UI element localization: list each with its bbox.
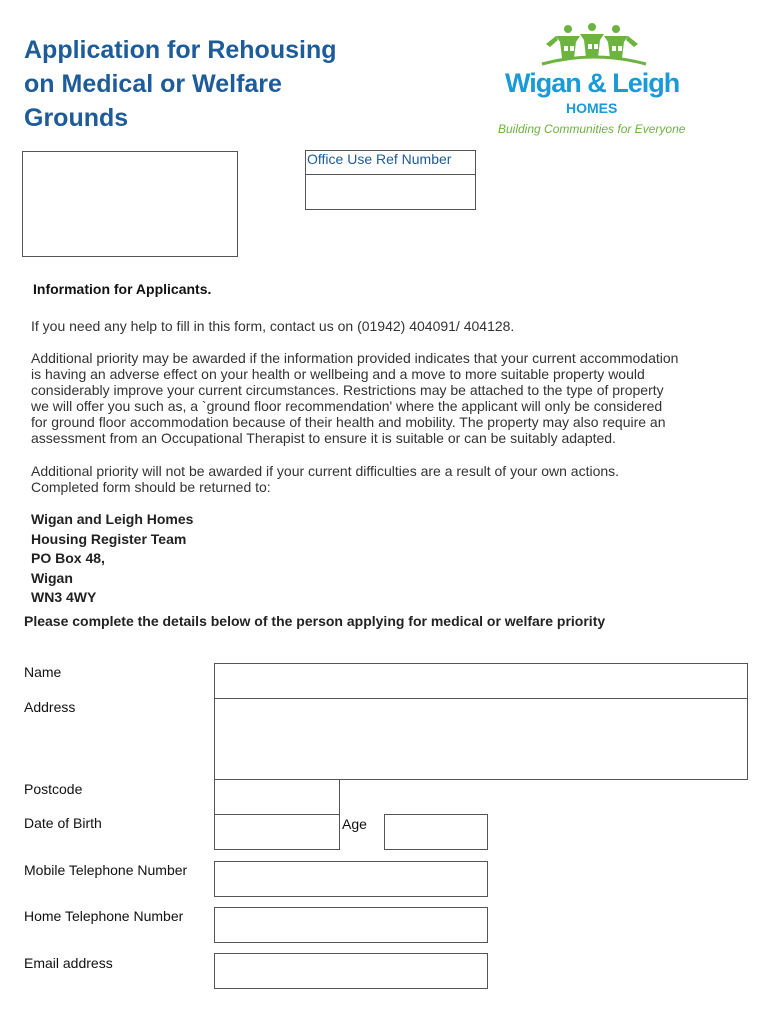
priority-line: considerably improve your current circumstances. Restrictions may be attached to the type of property bbox=[31, 382, 664, 398]
address-line: WN3 4WY bbox=[31, 589, 97, 605]
office-use-label: Office Use Ref Number bbox=[307, 151, 452, 167]
address-line: Housing Register Team bbox=[31, 530, 187, 547]
email-label: Email address bbox=[24, 955, 113, 971]
return-line: Additional priority will not be awarded if your current difficulties are a result of your own actions. bbox=[31, 463, 620, 479]
mobile-label: Mobile Telephone Number bbox=[24, 862, 188, 878]
postcode-label: Postcode bbox=[24, 781, 83, 797]
page-title bbox=[24, 33, 424, 135]
office-divider bbox=[305, 174, 476, 175]
priority-line: is having an adverse effect on your health or wellbeing and a move to more suitable property would bbox=[31, 366, 645, 382]
email-input[interactable] bbox=[214, 953, 488, 989]
dob-label: Date of Birth bbox=[24, 815, 102, 831]
form-instruction: Please complete the details below of the person applying for medical or welfare priority bbox=[24, 613, 606, 629]
name-input[interactable] bbox=[214, 663, 748, 699]
title-line-3: Grounds bbox=[24, 104, 129, 132]
age-label: Age bbox=[342, 816, 367, 832]
return-line: Completed form should be returned to: bbox=[31, 479, 271, 495]
priority-line: assessment from an Occupational Therapist to ensure it is suitable or can be suitably adapted. bbox=[31, 430, 616, 446]
title-line-1: Application for Rehousing bbox=[24, 36, 337, 64]
dob-input[interactable] bbox=[214, 814, 340, 850]
priority-paragraph bbox=[31, 350, 743, 446]
home-phone-label: Home Telephone Number bbox=[24, 908, 184, 924]
return-paragraph bbox=[31, 463, 743, 495]
office-ref-input[interactable] bbox=[307, 176, 474, 208]
logo-tagline: Building Communities for Everyone bbox=[498, 122, 686, 136]
priority-line: for ground floor accommodation because of their health and mobility. The property may also require an bbox=[31, 414, 666, 430]
priority-line: Additional priority may be awarded if the information provided indicates that your current accommodation bbox=[31, 350, 679, 366]
name-label: Name bbox=[24, 664, 62, 680]
logo-homes: HOMES bbox=[566, 100, 618, 116]
logo-name: Wigan & Leigh bbox=[505, 68, 680, 98]
address-input[interactable] bbox=[214, 698, 748, 780]
address-line: Wigan bbox=[31, 569, 73, 586]
mobile-input[interactable] bbox=[214, 861, 488, 897]
priority-line: we will offer you such as, a `ground floor recommendation' where the applicant will only be considered bbox=[31, 398, 663, 414]
return-address bbox=[31, 510, 193, 608]
address-label: Address bbox=[24, 699, 76, 715]
postcode-input[interactable] bbox=[214, 779, 340, 815]
address-line: PO Box 48, bbox=[31, 550, 105, 566]
help-line bbox=[31, 318, 743, 334]
title-line-2: on Medical or Welfare bbox=[24, 70, 282, 98]
photo-box[interactable] bbox=[22, 151, 238, 257]
help-text: If you need any help to fill in this form, contact us on (01942) 404091/ 404128. bbox=[31, 318, 515, 334]
info-heading: Information for Applicants. bbox=[33, 281, 212, 297]
address-line: Wigan and Leigh Homes bbox=[31, 511, 194, 527]
home-phone-input[interactable] bbox=[214, 907, 488, 943]
age-input[interactable] bbox=[384, 814, 488, 850]
